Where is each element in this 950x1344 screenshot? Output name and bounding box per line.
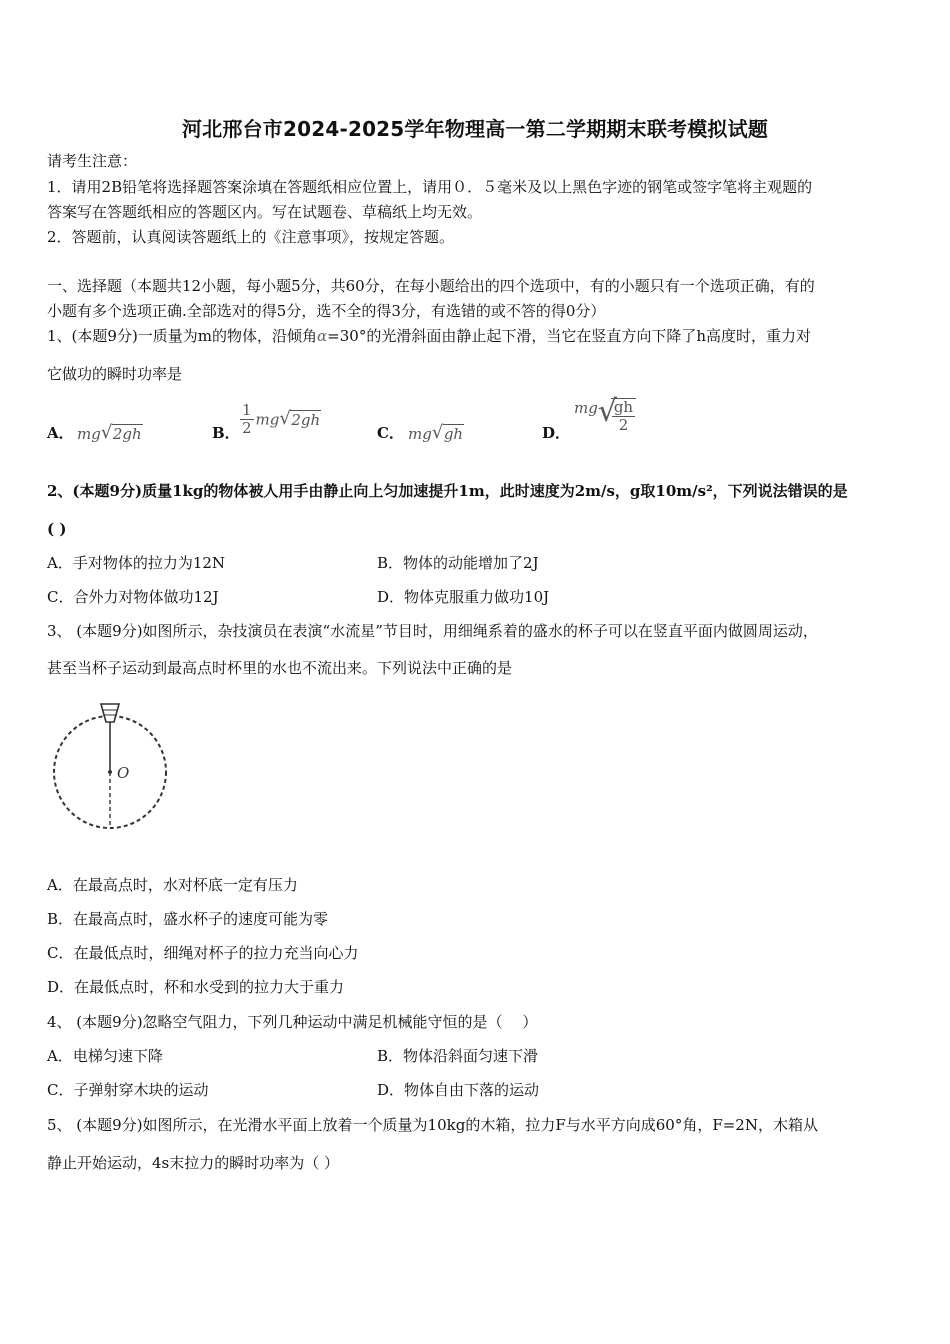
q1-option-c-label: C．: [377, 424, 404, 442]
q1-option-d-coef: mg: [574, 398, 598, 417]
question-1-text-a: 1、(本题9分)一质量为m的物体，沿倾角: [47, 327, 318, 345]
question-3-line-1: 3、 (本题9分)如图所示，杂技演员在表演“水流星”节目时，用细绳系着的盛水的杯子可以在竖直平面内做圆周运动，: [47, 622, 818, 640]
notice-item-1-line-1: 1．请用2B铅笔将选择题答案涂填在答题纸相应位置上，请用０．５毫米及以上黑色字迹的钢笔或签字笔将主观题的: [47, 178, 813, 196]
center-label: O: [117, 764, 130, 782]
question-1-line-2: 它做功的瞬时功率是: [47, 365, 183, 383]
q2-option-d[interactable]: D．物体克服重力做功10J: [377, 588, 550, 606]
q1-option-b-numerator: 1: [242, 401, 252, 419]
q2-option-a[interactable]: A．手对物体的拉力为12N: [47, 554, 226, 572]
q3-option-b[interactable]: B．在最高点时，盛水杯子的速度可能为零: [47, 910, 329, 928]
water-meteor-figure: [50, 698, 174, 834]
q4-option-d[interactable]: D．物体自由下落的运动: [377, 1081, 540, 1099]
section-1-intro-line-1: 一、选择题（本题共12小题，每小题5分，共60分，在每小题给出的四个选项中，有的小题只有一个选项正确，有的: [47, 277, 815, 295]
q1-option-c-radicand: gh: [443, 425, 464, 443]
q1-option-b-coef: mg: [255, 410, 280, 429]
q4-option-a[interactable]: A．电梯匀速下降: [47, 1047, 163, 1065]
q1-option-d-label: D．: [542, 424, 571, 442]
q2-option-c[interactable]: C．合外力对物体做功12J: [47, 588, 219, 606]
question-3-line-2: 甚至当杯子运动到最高点时杯里的水也不流出来。下列说法中正确的是: [47, 659, 513, 677]
center-point: [108, 770, 112, 774]
q4-option-b[interactable]: B．物体沿斜面匀速下滑: [377, 1047, 539, 1065]
question-4-line-1: 4、 (本题9分)忽略空气阻力，下列几种运动中满足机械能守恒的是（ ）: [47, 1013, 538, 1031]
notice-item-1-line-2: 答案写在答题纸相应的答题区内。写在试题卷、草稿纸上均无效。: [47, 203, 483, 221]
notice-heading: 请考生注意：: [47, 152, 138, 170]
notice-item-2: 2．答题前，认真阅读答题纸上的《注意事项》，按规定答题。: [47, 228, 455, 246]
q3-option-d[interactable]: D．在最低点时，杯和水受到的拉力大于重力: [47, 978, 345, 996]
question-2-line-2: ( ): [47, 520, 67, 538]
q1-option-d-radicand-numerator: gh: [613, 398, 634, 416]
q2-option-b[interactable]: B．物体的动能增加了2J: [377, 554, 539, 572]
alpha-symbol: α: [317, 327, 328, 345]
q4-option-c[interactable]: C．子弹射穿木块的运动: [47, 1081, 209, 1099]
q1-option-d-expr: mg √ $\frac{gh}{2}$: [574, 398, 636, 434]
q1-option-c-expr: mg √ gh: [408, 422, 464, 443]
q1-option-a-label: A．: [47, 424, 74, 442]
q3-option-a[interactable]: A．在最高点时，水对杯底一定有压力: [47, 876, 298, 894]
question-1-line-1: [47, 326, 811, 346]
q1-option-d-radicand-denominator: 2: [618, 416, 629, 434]
question-5-line-1: 5、 (本题9分)如图所示，在光滑水平面上放着一个质量为10kg的木箱，拉力F与水平方向成60°角，F=2N，木箱从: [47, 1116, 818, 1134]
page-title: 河北邢台市2024-2025学年物理高一第二学期期末联考模拟试题: [181, 117, 769, 141]
question-2-line-1: 2、(本题9分)质量1kg的物体被人用手由静止向上匀加速提升1m，此时速度为2m/s，g取10m/s²，下列说法错误的是: [47, 482, 848, 500]
section-1-intro-line-2: 小题有多个选项正确.全部选对的得5分，选不全的得3分，有选错的或不答的得0分）: [47, 302, 606, 320]
question-5-line-2: 静止开始运动，4s末拉力的瞬时功率为（ ）: [47, 1154, 340, 1172]
q1-option-c-coef: mg: [408, 425, 432, 443]
q1-option-b-label: B．: [212, 424, 240, 442]
q1-option-a-coef: mg: [77, 425, 101, 443]
q1-option-a-expr: mg √ 2gh: [77, 422, 142, 443]
q1-option-a-radicand: 2gh: [112, 425, 142, 443]
q1-option-b-expr: $\frac{1}{2}$ mg √ 2gh: [242, 401, 321, 437]
question-1-text-b: =30°的光滑斜面由静止起下滑，当它在竖直方向下降了h高度时，重力对: [327, 327, 811, 345]
q1-option-b-radicand: 2gh: [291, 411, 321, 429]
q1-option-b-denominator: 2: [242, 419, 252, 437]
cup-icon: [101, 704, 119, 722]
q3-option-c[interactable]: C．在最低点时，细绳对杯子的拉力充当向心力: [47, 944, 359, 962]
